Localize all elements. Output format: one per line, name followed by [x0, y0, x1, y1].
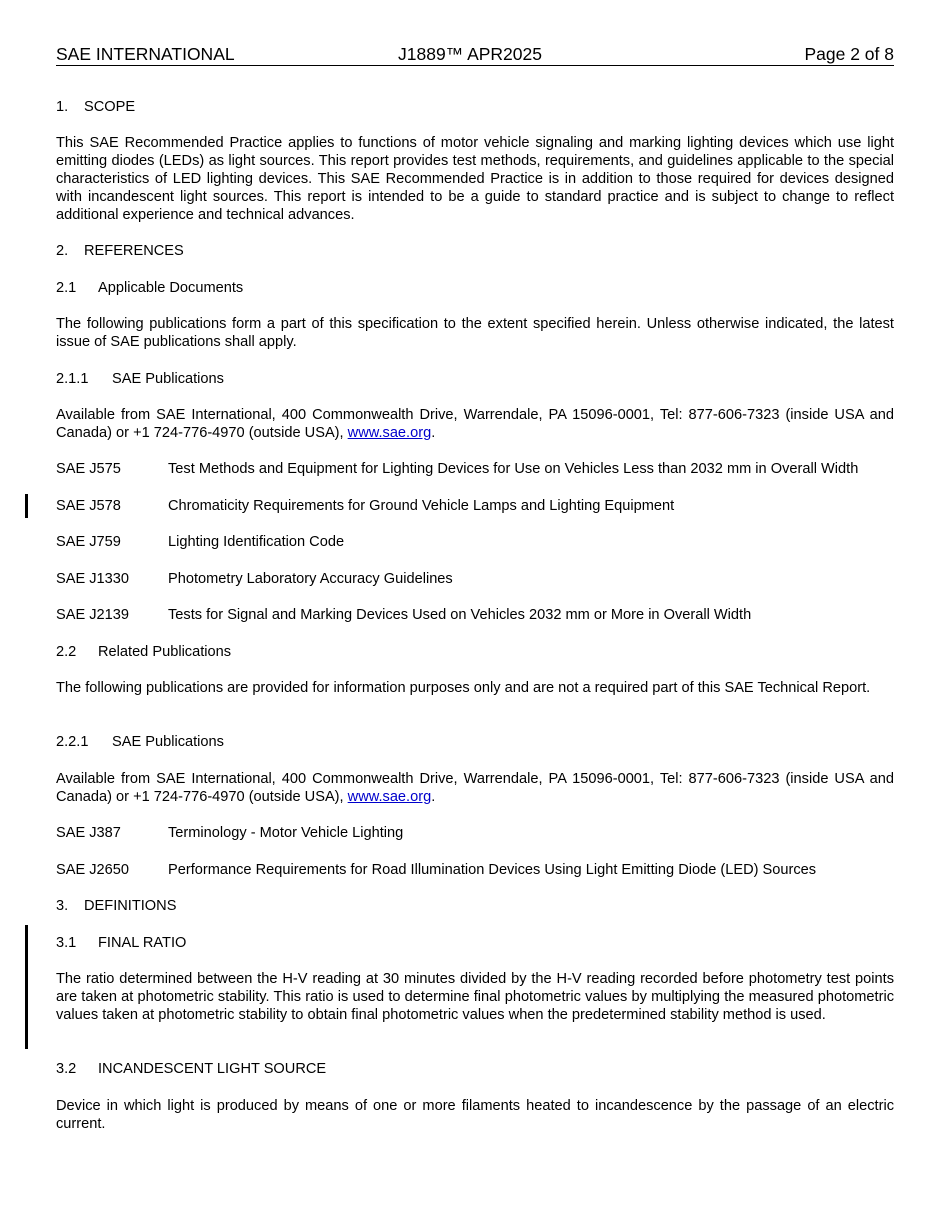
section-heading-sae-publications: 2.1.1 SAE Publications — [56, 371, 224, 387]
reference-item: SAE J2139 Tests for Signal and Marking Devices Used on Vehicles 2032 mm or More in Overall Width — [56, 607, 752, 623]
scope-paragraph: This SAE Recommended Practice applies to functions of motor vehicle signaling and marking lighting devices which use light emitting diodes (LEDs) as light sources. This report provides test methods, requirements, and guidelines applicable to the special characteristics of LED lighting devices. This SAE Recommended Practice is in addition to those required for devices designed with incandescent light sources. This report is intended to be a guide to standard practice and is subject to change to reflect additional experience and technical advances. — [56, 135, 894, 223]
section-heading-related-publications: 2.2 Related Publications — [56, 644, 232, 660]
section-heading-sae-publications-related: 2.2.1 SAE Publications — [56, 734, 224, 750]
header-publisher: SAE INTERNATIONAL — [56, 44, 235, 64]
reference-item: SAE J578 Chromaticity Requirements for Ground Vehicle Lamps and Lighting Equipment — [56, 498, 675, 514]
change-bar — [25, 925, 28, 1049]
section-heading-references: 2. REFERENCES — [56, 243, 184, 259]
change-bar — [25, 494, 28, 518]
section-heading-definitions: 3. DEFINITIONS — [56, 898, 177, 914]
section-heading-incandescent-light-source: 3.2 INCANDESCENT LIGHT SOURCE — [56, 1061, 327, 1077]
reference-item: SAE J575 Test Methods and Equipment for Lighting Devices for Use on Vehicles Less than 2032 mm in Overall Width — [56, 461, 859, 477]
reference-item: SAE J2650 Performance Requirements for Road Illumination Devices Using Light Emitting Diode (LED) Sources — [56, 862, 817, 878]
sae-availability-paragraph-related: Available from SAE International, 400 Commonwealth Drive, Warrendale, PA 15096-0001, Tel: 877-606-7323 (inside USA and Canada) or +1 724-776-4970 (outside USA), www.sae.org. — [56, 771, 894, 805]
related-publications-paragraph: The following publications are provided for information purposes only and are not a required part of this SAE Technical Report. — [56, 680, 871, 696]
incandescent-light-source-paragraph: Device in which light is produced by means of one or more filaments heated to incandescence by the passage of an electric current. — [56, 1098, 894, 1132]
reference-item: SAE J759 Lighting Identification Code — [56, 534, 345, 550]
applicable-documents-paragraph: The following publications form a part of this specification to the extent specified herein. Unless otherwise indicated, the latest issue of SAE publications shall apply. — [56, 316, 894, 350]
sae-website-link[interactable]: www.sae.org — [347, 425, 432, 441]
sae-website-link[interactable]: www.sae.org — [347, 789, 432, 805]
sae-availability-paragraph: Available from SAE International, 400 Commonwealth Drive, Warrendale, PA 15096-0001, Tel: 877-606-7323 (inside USA and Canada) or +1 724-776-4970 (outside USA), www.sae.org. — [56, 407, 894, 441]
page-header — [56, 43, 894, 66]
reference-item: SAE J387 Terminology - Motor Vehicle Lighting — [56, 825, 404, 841]
header-page-number: Page 2 of 8 — [804, 44, 894, 64]
section-heading-applicable-documents: 2.1 Applicable Documents — [56, 280, 244, 296]
reference-item: SAE J1330 Photometry Laboratory Accuracy Guidelines — [56, 571, 453, 587]
header-document-id: J1889™ APR2025 — [398, 44, 542, 64]
section-heading-final-ratio: 3.1 FINAL RATIO — [56, 935, 187, 951]
final-ratio-paragraph: The ratio determined between the H-V reading at 30 minutes divided by the H-V reading recorded before photometry test points are taken at photometric stability. This ratio is used to determine final photometric values by multiplying the measured photometric values taken at photometric stability to obtain final photometric values when the predetermined stability method is used. — [56, 971, 894, 1023]
section-heading-scope: 1. SCOPE — [56, 99, 136, 115]
